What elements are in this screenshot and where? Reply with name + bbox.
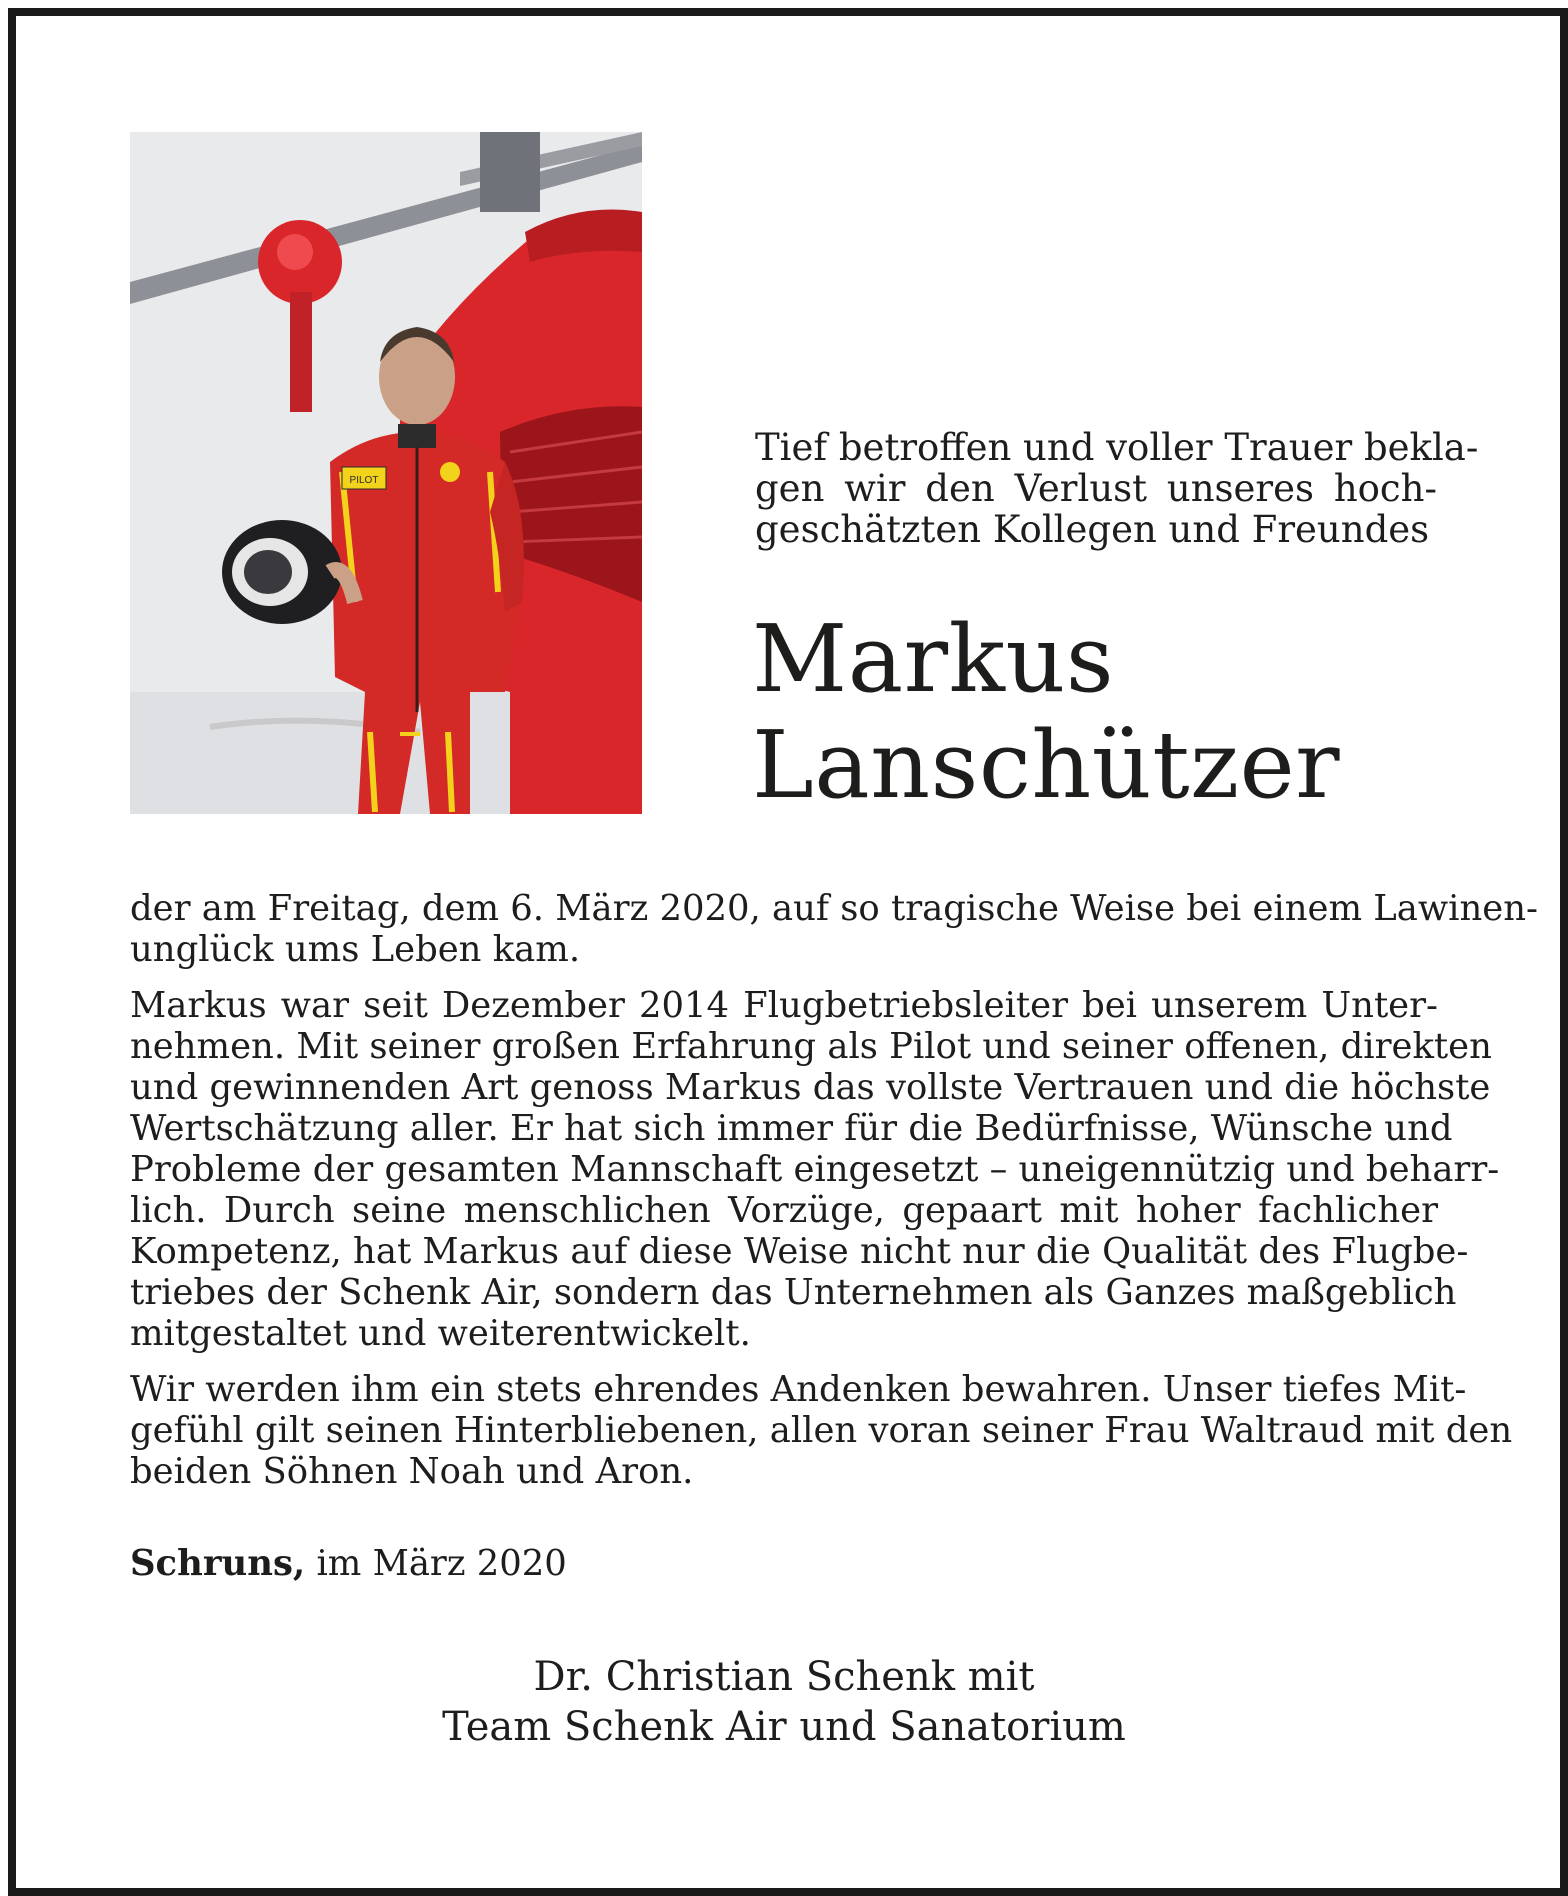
dateline <box>130 1543 567 1584</box>
signature-line-1: Dr. Christian Schenk mit <box>533 1654 1035 1700</box>
obituary-body <box>130 888 1538 1507</box>
text-line: Wir werden ihm ein stets ehrendes Andenken bewahren. Unser tiefes Mit- <box>130 1369 1467 1410</box>
text-line: Wertschätzung aller. Er hat sich immer für die Bedürfnisse, Wünsche und <box>130 1108 1453 1149</box>
text-line: Markus war seit Dezember 2014 Flugbetriebsleiter bei unserem Unter- <box>130 985 1438 1026</box>
text-line: gefühl gilt seinen Hinterbliebenen, allen voran seiner Frau Waltraud mit den <box>130 1410 1513 1451</box>
text-line: und gewinnenden Art genoss Markus das vollste Vertrauen und die höchste <box>130 1067 1491 1108</box>
paragraph <box>130 888 1538 970</box>
text-line: mitgestaltet und weiterentwickelt. <box>130 1313 751 1354</box>
text-line: Kompetenz, hat Markus auf diese Weise nicht nur die Qualität des Flugbe- <box>130 1231 1469 1272</box>
paragraph <box>130 1369 1513 1492</box>
text-line: der am Freitag, dem 6. März 2020, auf so tragische Weise bei einem Lawinen- <box>130 888 1538 929</box>
last-name: Lanschützer <box>752 711 1341 819</box>
pilot-badge-text: PILOT <box>349 475 379 486</box>
dateline-date: im März 2020 <box>305 1543 567 1584</box>
text-line: Probleme der gesamten Mannschaft eingesetzt – uneigennützig und beharr- <box>130 1149 1500 1190</box>
text-line: nehmen. Mit seiner großen Erfahrung als Pilot und seiner offenen, direkten <box>130 1026 1492 1067</box>
paragraph <box>130 985 1500 1354</box>
first-name: Markus <box>752 605 1115 713</box>
intro-line: geschätzten Kollegen und Freundes <box>755 508 1430 551</box>
signature-line-2: Team Schenk Air und Sanatorium <box>442 1704 1126 1750</box>
portrait-photo <box>130 132 642 814</box>
text-line: lich. Durch seine menschlichen Vorzüge, gepaart mit hoher fachlicher <box>130 1190 1438 1231</box>
signature <box>330 1652 1238 1752</box>
intro-line: Tief betroffen und voller Trauer bekla- <box>755 426 1479 469</box>
dateline-place: Schruns, <box>130 1543 306 1584</box>
text-line: triebes der Schenk Air, sondern das Unternehmen als Ganzes maßgeblich <box>130 1272 1457 1313</box>
text-line: unglück ums Leben kam. <box>130 929 581 970</box>
text-line: beiden Söhnen Noah und Aron. <box>130 1451 694 1492</box>
deceased-name <box>752 606 1512 818</box>
intro-line: gen wir den Verlust unseres hoch- <box>755 467 1437 510</box>
intro-text <box>755 426 1479 551</box>
